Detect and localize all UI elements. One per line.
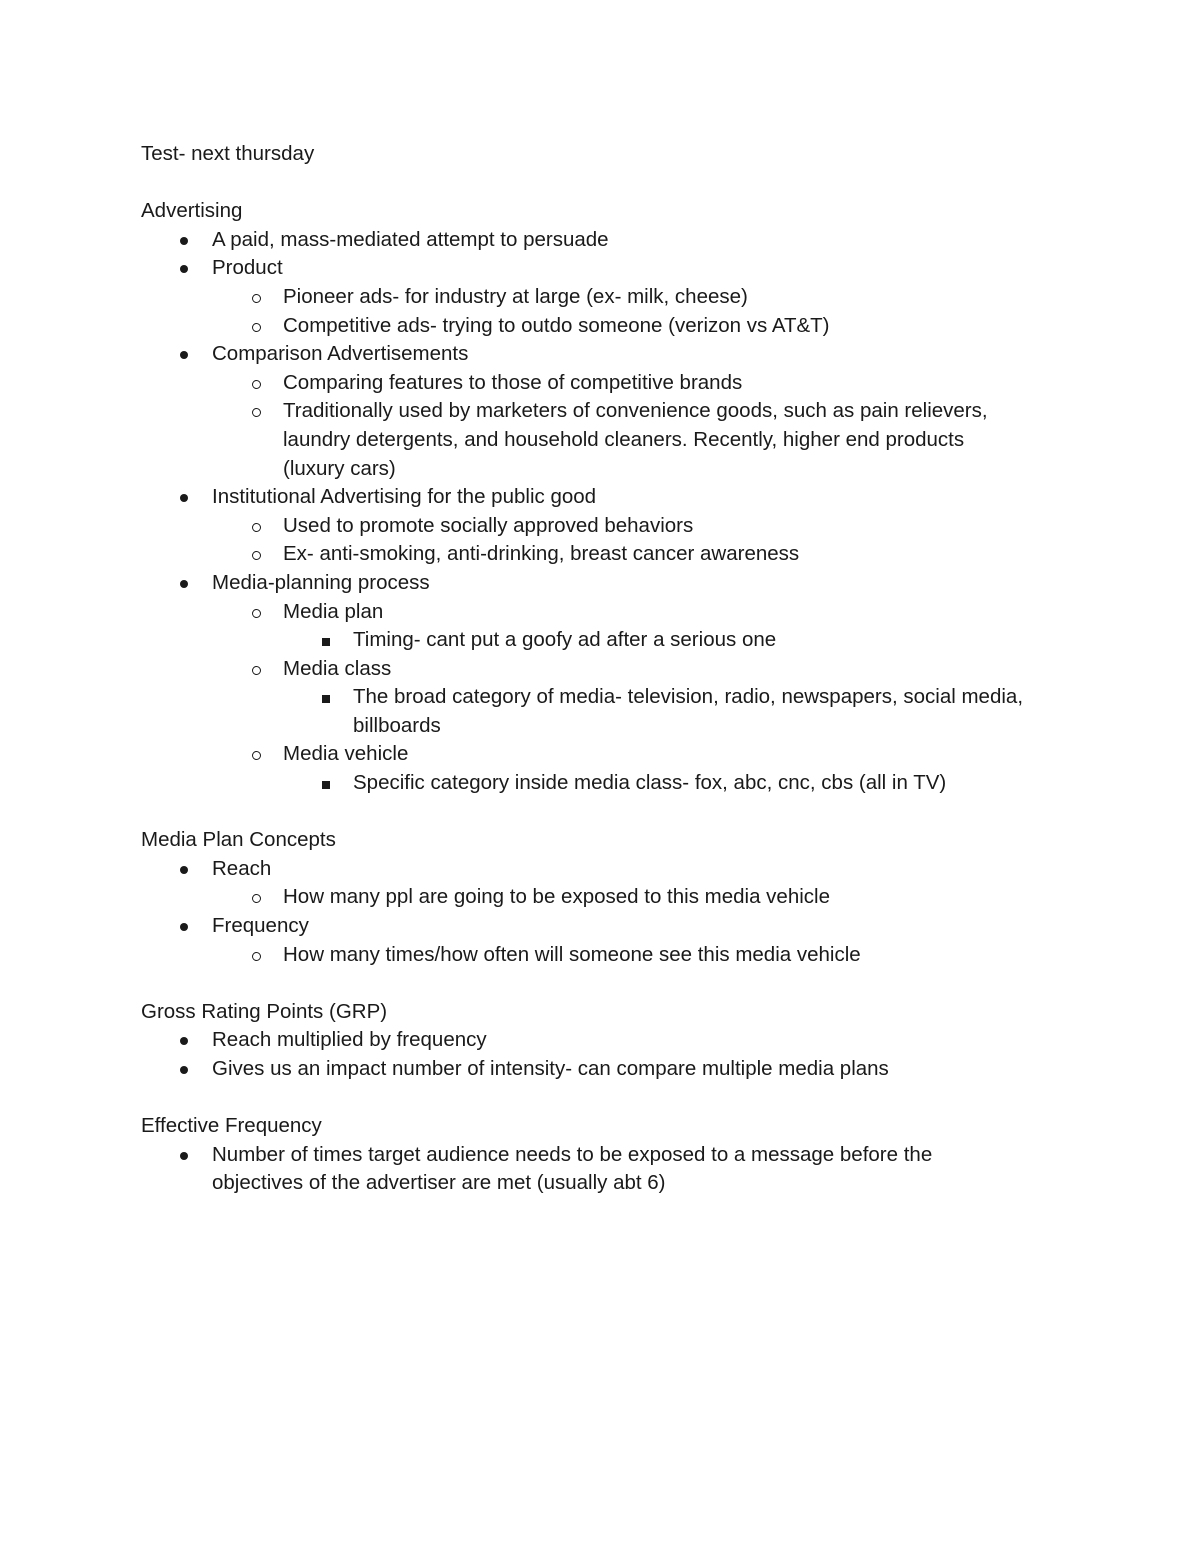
square-bullet-icon [317, 769, 337, 798]
list-item-text: Traditionally used by marketers of convenience goods, such as pain relievers, laundry detergents, and household cleaners. Recently, higher end products (luxury cars) [283, 399, 988, 480]
list-item [141, 369, 1071, 398]
circle-bullet-icon [247, 540, 267, 569]
circle-bullet-icon [247, 512, 267, 541]
list-item [141, 226, 1071, 255]
list-item-text: Comparison Advertisements [212, 342, 469, 366]
list-item [141, 598, 1071, 627]
list-item [141, 941, 1071, 970]
list-item [141, 626, 1071, 655]
list-item-text: Media plan [283, 599, 384, 623]
disc-bullet-icon [175, 483, 195, 512]
list-item [141, 1055, 1071, 1084]
disc-bullet-icon [175, 254, 195, 283]
list-item [141, 912, 1071, 941]
section-heading-advertising: Advertising [141, 199, 243, 223]
circle-bullet-icon [247, 369, 267, 398]
list-item-text: Competitive ads- trying to outdo someone (verizon vs AT&T) [283, 313, 830, 337]
list-item [141, 283, 1071, 312]
list-item-text: How many ppl are going to be exposed to this media vehicle [283, 885, 830, 909]
list-item-text: Used to promote socially approved behaviors [283, 513, 694, 537]
list-item-text: A paid, mass-mediated attempt to persuade [212, 227, 609, 251]
list-item [141, 512, 1071, 541]
circle-bullet-icon [247, 312, 267, 341]
list-item-text: Number of times target audience needs to be exposed to a message before the objectives of the advertiser are met (usually abt 6) [212, 1142, 933, 1195]
list-item-text: Specific category inside media class- fox, abc, cnc, cbs (all in TV) [353, 771, 947, 795]
circle-bullet-icon [247, 655, 267, 684]
test-date-note: Test- next thursday [141, 142, 315, 165]
list-item-text: Media vehicle [283, 742, 409, 766]
list-item [141, 655, 1071, 684]
list-item [141, 1141, 982, 1198]
list-item-text: Frequency [212, 914, 309, 938]
disc-bullet-icon [175, 1055, 195, 1084]
section-heading-effective-frequency: Effective Frequency [141, 1114, 322, 1138]
disc-bullet-icon [175, 569, 195, 598]
list-item-text: Media class [283, 656, 392, 680]
disc-bullet-icon [175, 1141, 195, 1170]
list-item-text: Pioneer ads- for industry at large (ex- milk, cheese) [283, 284, 748, 308]
section-heading-media-plan-concepts: Media Plan Concepts [141, 828, 336, 852]
list-item [141, 397, 1023, 483]
list-item-text: Comparing features to those of competitive brands [283, 370, 743, 394]
list-item [141, 883, 1071, 912]
section-heading-gross-rating-points: Gross Rating Points (GRP) [141, 999, 388, 1023]
list-item-text: Reach multiplied by frequency [212, 1028, 487, 1052]
disc-bullet-icon [175, 912, 195, 941]
list-item-text: How many times/how often will someone see this media vehicle [283, 942, 861, 966]
list-item-text: Product [212, 256, 283, 280]
list-item [141, 254, 1071, 283]
circle-bullet-icon [247, 941, 267, 970]
circle-bullet-icon [247, 598, 267, 627]
blank-line [141, 169, 1071, 198]
circle-bullet-icon [247, 740, 267, 769]
square-bullet-icon [317, 626, 337, 655]
list-item [141, 312, 1071, 341]
document-page [141, 140, 1071, 1198]
list-item-text: Reach [212, 856, 272, 880]
square-bullet-icon [317, 683, 337, 712]
list-item [141, 769, 1071, 798]
list-item [141, 340, 1071, 369]
disc-bullet-icon [175, 226, 195, 255]
disc-bullet-icon [175, 1026, 195, 1055]
list-item [141, 1026, 1071, 1055]
blank-line [141, 798, 1071, 827]
list-item [141, 855, 1071, 884]
list-item [141, 740, 1071, 769]
circle-bullet-icon [247, 283, 267, 312]
disc-bullet-icon [175, 855, 195, 884]
list-item [141, 569, 1071, 598]
list-item-text: The broad category of media- television, radio, newspapers, social media, billboards [353, 685, 1024, 737]
list-item [141, 683, 1065, 740]
list-item-text: Institutional Advertising for the public good [212, 485, 597, 509]
circle-bullet-icon [247, 883, 267, 912]
list-item-text: Ex- anti-smoking, anti-drinking, breast cancer awareness [283, 542, 800, 566]
list-item [141, 540, 1071, 569]
circle-bullet-icon [247, 397, 267, 426]
blank-line [141, 1084, 1071, 1113]
disc-bullet-icon [175, 340, 195, 369]
list-item [141, 483, 1071, 512]
blank-line [141, 969, 1071, 998]
list-item-text: Gives us an impact number of intensity- can compare multiple media plans [212, 1057, 889, 1080]
list-item-text: Media-planning process [212, 570, 430, 594]
list-item-text: Timing- cant put a goofy ad after a serious one [353, 628, 777, 652]
